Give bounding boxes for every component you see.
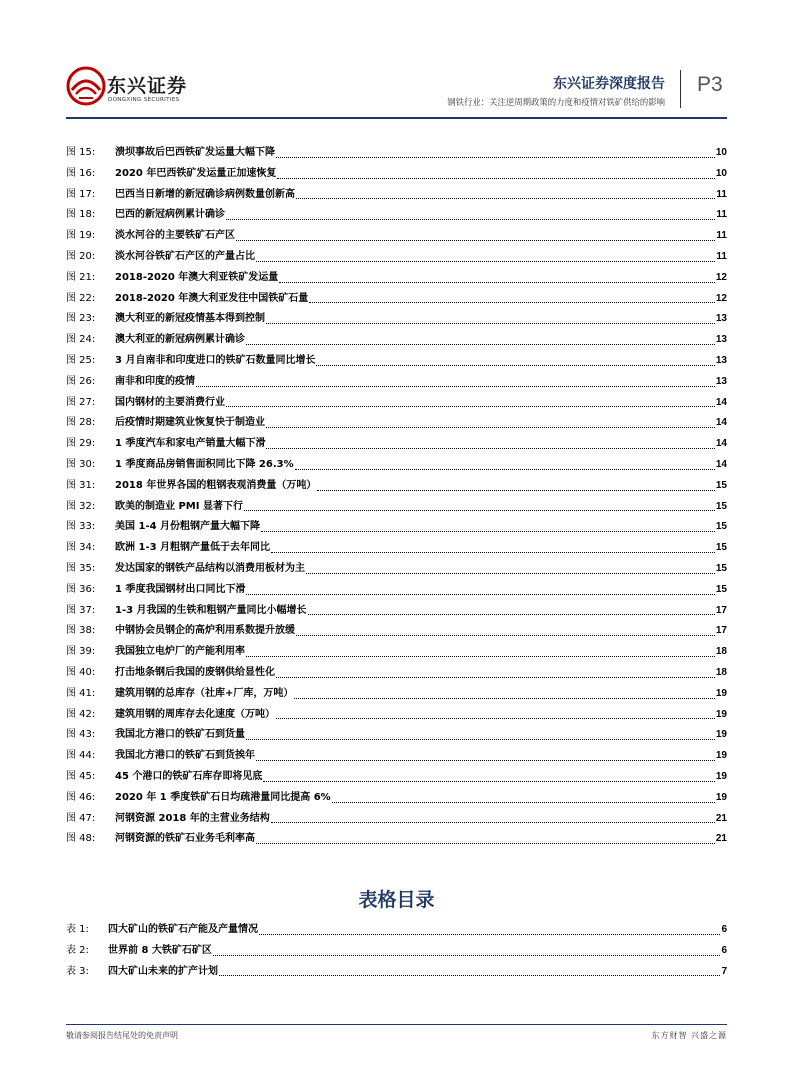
toc-entry-page: 6 xyxy=(721,924,727,935)
toc-entry-caption: 45 个港口的铁矿石库存即将见底 xyxy=(115,770,263,782)
toc-entry[interactable] xyxy=(66,372,727,393)
toc-entry-page: 19 xyxy=(715,791,727,803)
toc-entry-page: 11 xyxy=(716,230,727,242)
toc-entry[interactable] xyxy=(66,788,727,809)
toc-entry-number: 图 47: xyxy=(66,812,96,824)
toc-entry[interactable] xyxy=(66,517,727,538)
toc-entry-caption: 3 月自南非和印度进口的铁矿石数量同比增长 xyxy=(115,354,316,366)
toc-dot-leader xyxy=(276,677,715,678)
toc-dot-leader xyxy=(256,261,715,262)
toc-entry-number: 图 17: xyxy=(66,188,96,200)
toc-entry-caption: 1-3 月我国的生铁和粗钢产量同比小幅增长 xyxy=(115,604,307,616)
toc-entry[interactable] xyxy=(66,829,727,850)
toc-dot-leader xyxy=(196,386,715,387)
toc-entry-number: 图 30: xyxy=(66,458,96,470)
toc-entry-caption: 2018-2020 年澳大利亚铁矿发运量 xyxy=(115,271,279,283)
toc-dot-leader xyxy=(246,656,715,657)
toc-entry[interactable] xyxy=(66,351,727,372)
dongxing-logo-icon xyxy=(66,66,106,106)
toc-entry-number: 图 44: xyxy=(66,750,96,762)
toc-entry-number: 图 48: xyxy=(66,833,96,845)
toc-entry-number: 图 45: xyxy=(66,770,96,782)
company-logo xyxy=(66,66,191,114)
toc-entry-page: 13 xyxy=(715,313,727,325)
toc-dot-leader xyxy=(246,344,715,345)
toc-dot-leader xyxy=(236,240,715,241)
toc-entry-caption: 我国北方港口的铁矿石到货量 xyxy=(115,729,245,741)
toc-entry-page: 19 xyxy=(715,687,727,699)
toc-entry[interactable] xyxy=(66,684,727,705)
toc-dot-leader xyxy=(266,323,715,324)
toc-entry-page: 14 xyxy=(715,396,727,408)
logo-english-name: DONGXING SECURITIES xyxy=(108,97,180,103)
toc-entry-number: 图 41: xyxy=(66,687,96,699)
toc-entry-page: 19 xyxy=(715,729,727,741)
header-rule xyxy=(66,117,727,119)
footer-disclaimer: 敬请参阅报告结尾处的免责声明 xyxy=(66,1031,178,1040)
toc-entry[interactable] xyxy=(66,601,727,622)
table-list-title: 表格目录 xyxy=(358,889,435,911)
toc-entry-number: 图 32: xyxy=(66,500,96,512)
toc-entry-caption: 1 季度汽车和家电产销量大幅下滑 xyxy=(115,438,266,450)
toc-entry-page: 13 xyxy=(715,354,727,366)
toc-entry-caption: 四大矿山未来的扩产计划 xyxy=(108,965,218,977)
toc-entry-page: 11 xyxy=(716,250,727,262)
toc-entry[interactable] xyxy=(66,580,727,601)
toc-dot-leader xyxy=(309,302,715,303)
toc-dot-leader xyxy=(261,531,715,532)
toc-entry-number: 图 23: xyxy=(66,313,96,325)
table-list xyxy=(66,920,727,982)
toc-entry-number: 图 40: xyxy=(66,666,96,678)
toc-entry-number: 图 15: xyxy=(66,147,96,158)
toc-entry[interactable] xyxy=(66,185,727,206)
toc-dot-leader xyxy=(244,510,715,511)
toc-entry-page: 13 xyxy=(715,375,727,387)
toc-entry-caption: 欧洲 1-3 月粗钢产量低于去年同比 xyxy=(115,542,271,554)
figure-list xyxy=(66,143,727,850)
toc-dot-leader xyxy=(256,843,715,844)
toc-entry[interactable] xyxy=(66,941,727,962)
toc-entry-caption: 建筑用钢的总库存（社库+厂库，万吨） xyxy=(115,687,294,699)
toc-entry[interactable] xyxy=(66,621,727,642)
toc-dot-leader xyxy=(219,975,720,976)
toc-entry-number: 表 3: xyxy=(66,965,89,977)
toc-entry-page: 21 xyxy=(715,833,727,845)
toc-entry-number: 图 24: xyxy=(66,334,96,346)
footer-slogan: 东方财智 兴盛之源 xyxy=(651,1031,727,1040)
toc-dot-leader xyxy=(226,406,715,407)
toc-entry-caption: 发达国家的钢铁产品结构以消费用板材为主 xyxy=(115,562,305,574)
toc-entry-page: 15 xyxy=(715,479,727,491)
toc-entry-number: 图 42: xyxy=(66,708,96,720)
toc-entry[interactable] xyxy=(66,663,727,684)
toc-entry-number: 图 39: xyxy=(66,646,96,658)
toc-entry[interactable] xyxy=(66,289,727,310)
toc-entry[interactable] xyxy=(66,226,727,247)
toc-entry-caption: 我国北方港口的铁矿石到货挨年 xyxy=(115,750,255,762)
toc-entry-number: 图 18: xyxy=(66,209,96,221)
toc-dot-leader xyxy=(296,635,715,636)
toc-entry[interactable] xyxy=(66,455,727,476)
toc-entry-caption: 淡水河谷铁矿石产区的产量占比 xyxy=(115,250,255,262)
toc-entry-page: 15 xyxy=(715,562,727,574)
toc-dot-leader xyxy=(276,157,715,158)
toc-dot-leader xyxy=(271,822,715,823)
toc-entry-caption: 欧美的制造业 PMI 显著下行 xyxy=(115,500,243,512)
toc-entry-number: 图 21: xyxy=(66,271,96,283)
toc-entry[interactable] xyxy=(66,413,727,434)
toc-dot-leader xyxy=(276,718,715,719)
toc-entry[interactable] xyxy=(66,809,727,830)
toc-entry-page: 14 xyxy=(715,417,727,429)
toc-entry-page: 12 xyxy=(715,292,727,304)
toc-entry[interactable] xyxy=(66,559,727,580)
toc-dot-leader xyxy=(308,614,715,615)
toc-entry-number: 图 25: xyxy=(66,354,96,366)
toc-dot-leader xyxy=(263,781,715,782)
toc-entry-page: 15 xyxy=(715,542,727,554)
toc-entry-caption: 中钢协会员钢企的高炉利用系数提升放缓 xyxy=(115,625,295,637)
toc-entry-page: 15 xyxy=(715,500,727,512)
toc-entry[interactable] xyxy=(66,247,727,268)
toc-entry-page: 18 xyxy=(715,646,727,658)
toc-entry-number: 图 20: xyxy=(66,250,96,262)
toc-entry-number: 图 43: xyxy=(66,729,96,741)
toc-dot-leader xyxy=(266,448,715,449)
toc-dot-leader xyxy=(296,198,715,199)
toc-dot-leader xyxy=(246,594,715,595)
toc-entry-page: 19 xyxy=(715,750,727,762)
toc-dot-leader xyxy=(213,955,720,956)
footer-rule xyxy=(66,1024,727,1025)
toc-entry-number: 图 38: xyxy=(66,625,96,637)
toc-entry-page: 19 xyxy=(715,708,727,720)
toc-entry[interactable] xyxy=(66,962,727,983)
toc-entry-number: 图 19: xyxy=(66,230,96,242)
toc-entry-caption: 国内钢材的主要消费行业 xyxy=(115,396,225,408)
toc-entry-number: 表 2: xyxy=(66,944,89,956)
toc-entry-number: 图 36: xyxy=(66,583,96,595)
toc-entry-number: 图 22: xyxy=(66,292,96,304)
toc-entry-caption: 打击地条钢后我国的废钢供给显性化 xyxy=(115,666,275,678)
toc-dot-leader xyxy=(306,573,715,574)
toc-entry-page: 13 xyxy=(715,334,727,346)
toc-entry-number: 图 28: xyxy=(66,417,96,429)
toc-entry-caption: 河钢资源 2018 年的主营业务结构 xyxy=(115,812,270,824)
toc-dot-leader xyxy=(246,739,715,740)
toc-entry-caption: 1 季度我国钢材出口同比下滑 xyxy=(115,583,246,595)
toc-entry[interactable] xyxy=(66,309,727,330)
toc-dot-leader xyxy=(332,802,715,803)
toc-entry-page: 15 xyxy=(715,583,727,595)
toc-entry[interactable] xyxy=(66,393,727,414)
toc-entry-page: 7 xyxy=(721,965,727,977)
page-number: P3 xyxy=(697,73,723,96)
toc-dot-leader xyxy=(259,934,720,935)
toc-entry-caption: 南非和印度的疫情 xyxy=(115,375,195,387)
toc-entry-page: 17 xyxy=(715,604,727,616)
toc-entry-page: 11 xyxy=(716,209,727,221)
toc-entry[interactable] xyxy=(66,746,727,767)
toc-entry[interactable] xyxy=(66,205,727,226)
toc-entry[interactable] xyxy=(66,268,727,289)
toc-entry-number: 图 29: xyxy=(66,438,96,450)
toc-dot-leader xyxy=(256,760,715,761)
toc-dot-leader xyxy=(294,698,715,699)
toc-entry-number: 图 34: xyxy=(66,542,96,554)
toc-entry[interactable] xyxy=(66,476,727,497)
toc-entry-caption: 巴西的新冠病例累计确诊 xyxy=(115,209,225,221)
toc-entry-number: 图 31: xyxy=(66,479,96,491)
toc-entry[interactable] xyxy=(66,767,727,788)
toc-entry[interactable] xyxy=(66,705,727,726)
toc-dot-leader xyxy=(295,469,715,470)
report-subtitle: 钢铁行业：关注逆周期政策的力度和疫情对铁矿供给的影响 xyxy=(447,97,665,107)
toc-entry-page: 21 xyxy=(715,812,727,824)
toc-entry-number: 图 16: xyxy=(66,167,96,179)
toc-entry[interactable] xyxy=(66,497,727,518)
toc-entry-number: 图 26: xyxy=(66,375,96,387)
toc-dot-leader xyxy=(277,178,715,179)
toc-entry-caption: 四大矿山的铁矿石产能及产量情况 xyxy=(108,924,258,935)
toc-entry-page: 17 xyxy=(715,625,727,637)
toc-entry[interactable] xyxy=(66,538,727,559)
toc-entry-caption: 河钢资源的铁矿石业务毛利率高 xyxy=(115,833,255,845)
toc-entry-number: 图 35: xyxy=(66,562,96,574)
toc-entry-caption: 美国 1-4 月份粗钢产量大幅下降 xyxy=(115,521,261,533)
toc-entry-caption: 2018-2020 年澳大利亚发往中国铁矿石量 xyxy=(115,292,309,304)
toc-entry-caption: 澳大利亚的新冠病例累计确诊 xyxy=(115,334,245,346)
toc-entry[interactable] xyxy=(66,164,727,185)
toc-entry-page: 12 xyxy=(715,271,727,283)
toc-entry-caption: 后疫情时期建筑业恢复快于制造业 xyxy=(115,417,265,429)
toc-entry-page: 11 xyxy=(716,188,727,200)
toc-entry-caption: 淡水河谷的主要铁矿石产区 xyxy=(115,230,235,242)
toc-dot-leader xyxy=(316,365,715,366)
toc-dot-leader xyxy=(279,282,715,283)
toc-dot-leader xyxy=(266,427,715,428)
toc-entry-number: 图 46: xyxy=(66,791,96,803)
toc-entry-caption: 建筑用钢的周库存去化速度（万吨） xyxy=(115,708,275,720)
toc-entry-page: 19 xyxy=(715,770,727,782)
toc-dot-leader xyxy=(271,552,715,553)
toc-entry-caption: 2018 年世界各国的粗钢表观消费量（万吨） xyxy=(115,479,317,491)
header-divider xyxy=(680,70,681,108)
toc-entry[interactable] xyxy=(66,330,727,351)
logo-chinese-name: 东兴证券 xyxy=(107,75,188,97)
toc-entry-caption: 1 季度商品房销售面积同比下降 26.3% xyxy=(115,458,294,470)
toc-entry-caption: 2020 年 1 季度铁矿石日均疏港量同比提高 6% xyxy=(115,791,331,803)
toc-entry-page: 6 xyxy=(721,944,727,956)
toc-entry-page: 10 xyxy=(715,167,727,179)
toc-dot-leader xyxy=(226,219,715,220)
toc-dot-leader xyxy=(317,490,715,491)
toc-entry-page: 18 xyxy=(715,666,727,678)
toc-entry-page: 14 xyxy=(715,438,727,450)
toc-entry[interactable] xyxy=(66,434,727,455)
toc-entry-number: 表 1: xyxy=(66,924,89,935)
toc-entry-caption: 我国独立电炉厂的产能利用率 xyxy=(115,646,245,658)
toc-entry-number: 图 33: xyxy=(66,521,96,533)
toc-entry[interactable] xyxy=(66,642,727,663)
toc-entry-page: 10 xyxy=(715,147,727,158)
toc-entry[interactable] xyxy=(66,920,727,941)
toc-entry-caption: 2020 年巴西铁矿发运量正加速恢复 xyxy=(115,167,277,179)
toc-entry[interactable] xyxy=(66,143,727,164)
report-type-title: 东兴证券深度报告 xyxy=(553,76,665,92)
toc-entry-page: 14 xyxy=(715,458,727,470)
toc-entry-page: 15 xyxy=(715,521,727,533)
toc-entry[interactable] xyxy=(66,725,727,746)
toc-entry-caption: 世界前 8 大铁矿石矿区 xyxy=(108,944,212,956)
toc-entry-number: 图 27: xyxy=(66,396,96,408)
toc-entry-number: 图 37: xyxy=(66,604,96,616)
toc-entry-caption: 澳大利亚的新冠疫情基本得到控制 xyxy=(115,313,265,325)
toc-entry-caption: 溃坝事故后巴西铁矿发运量大幅下降 xyxy=(115,147,275,158)
toc-entry-caption: 巴西当日新增的新冠确诊病例数量创新高 xyxy=(115,188,295,200)
